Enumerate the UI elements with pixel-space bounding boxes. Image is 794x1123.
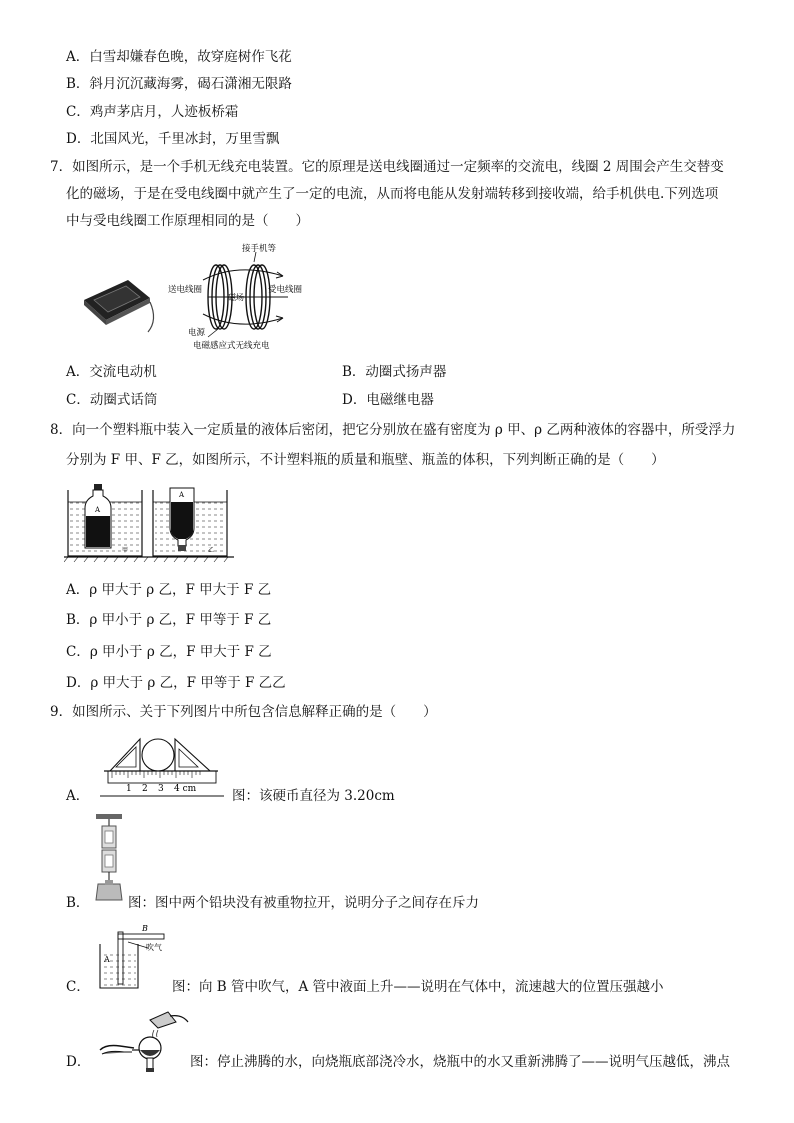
- bottle-upright: [85, 484, 111, 548]
- q9-option-b-letter: B．: [66, 895, 90, 911]
- label-magnetic-field: 磁场: [228, 293, 244, 302]
- blow-label: 吹气: [146, 943, 162, 952]
- magnetic-field-lines: [203, 270, 288, 324]
- q7-option-a: A．交流电动机: [66, 364, 157, 380]
- charging-pad-image: [84, 280, 154, 332]
- ruler-coin-figure: [100, 733, 225, 801]
- q9-option-a-letter: A．: [66, 788, 90, 804]
- label-send-coil: 送电线圈: [168, 285, 203, 295]
- q7-stem-line-1: 7．如图所示，是一个手机无线充电装置。它的原理是送电线圈通过一定频率的交流电，线圈 2 周围会产生交替变: [50, 159, 724, 175]
- q6-option-d: D．北国风光，千里冰封，万里雪飘: [66, 131, 280, 147]
- q7-stem-line-2: 化的磁场，于是在受电线圈中就产生了一定的电流，从而将电能从发射端转移到接收端，给手机供电.下列选项: [66, 186, 719, 202]
- q8-option-c: C．ρ 甲小于 ρ 乙，F 甲大于 F 乙: [66, 644, 272, 660]
- q9-option-b-text: 图：图中两个铅块没有被重物拉开，说明分子之间存在斥力: [128, 895, 479, 911]
- bottle-a-label: A: [95, 506, 101, 514]
- label-yi: 乙: [208, 547, 215, 554]
- q8-stem-line-2: 分别为 F 甲、F 乙，如图所示，不计塑料瓶的质量和瓶壁、瓶盖的体积，下列判断正确的是（ ）: [66, 452, 665, 468]
- label-jia: 甲: [122, 547, 129, 554]
- blow-tube-figure: [98, 922, 170, 994]
- bottle-b-label: A: [179, 491, 185, 499]
- q9-option-c-text: 图：向 B 管中吹气，A 管中液面上升——说明在气体中，流速越大的位置压强越小: [172, 979, 664, 995]
- q8-option-a: A．ρ 甲大于 ρ 乙，F 甲大于 F 乙: [66, 582, 272, 598]
- q8-option-d: D．ρ 甲大于 ρ 乙，F 甲等于 F 乙乙: [66, 675, 286, 691]
- label-connect-phone: 接手机等: [242, 244, 277, 254]
- q7-option-c: C．动圈式话筒: [66, 392, 158, 408]
- q6-option-c: C．鸡声茅店月，人迹板桥霜: [66, 104, 239, 120]
- label-power-source: 电源: [188, 328, 206, 338]
- container-jia: [68, 484, 142, 556]
- label-receive-coil: 受电线圈: [268, 285, 303, 295]
- figure-caption: 电磁感应式无线充电: [193, 341, 270, 351]
- wireless-charging-figure: [78, 240, 308, 355]
- q9-option-a-text: 图：该硬币直径为 3.20cm: [232, 788, 395, 804]
- q7-option-d: D．电磁继电器: [342, 392, 434, 408]
- tube-b-label: B: [142, 924, 148, 933]
- container-yi: [153, 488, 227, 556]
- bottles-in-liquids-figure: [64, 482, 239, 564]
- q7-option-b: B．动圈式扬声器: [342, 364, 447, 380]
- q8-option-b: B．ρ 甲小于 ρ 乙，F 甲等于 F 乙: [66, 612, 272, 628]
- flask-cold-water-figure: [98, 1010, 190, 1072]
- q9-option-d-letter: D．: [66, 1054, 91, 1070]
- ruler-tick-2: 2: [142, 784, 148, 794]
- ruler-tick-4cm: 4 cm: [174, 784, 197, 794]
- q9-option-c-letter: C．: [66, 979, 90, 995]
- q9-option-d-text: 图：停止沸腾的水，向烧瓶底部浇冷水，烧瓶中的水又重新沸腾了——说明气压越低，沸点: [190, 1054, 730, 1070]
- tube-a-label: A: [104, 955, 110, 964]
- q8-stem-line-1: 8．向一个塑料瓶中装入一定质量的液体后密闭，把它分别放在盛有密度为 ρ 甲、ρ 乙两种液体的容器中，所受浮力: [50, 422, 736, 438]
- q7-stem-line-3: 中与受电线圈工作原理相同的是（ ）: [66, 213, 309, 229]
- lead-blocks-figure: [92, 812, 126, 907]
- ruler-tick-1: 1: [126, 784, 132, 794]
- q6-option-a: A．白雪却嫌春色晚，故穿庭树作飞花: [66, 49, 292, 65]
- q9-stem: 9．如图所示、关于下列图片中所包含信息解释正确的是（ ）: [50, 704, 437, 720]
- q6-option-b: B．斜月沉沉藏海雾，碣石潇湘无限路: [66, 76, 292, 92]
- ruler-tick-3: 3: [158, 784, 164, 794]
